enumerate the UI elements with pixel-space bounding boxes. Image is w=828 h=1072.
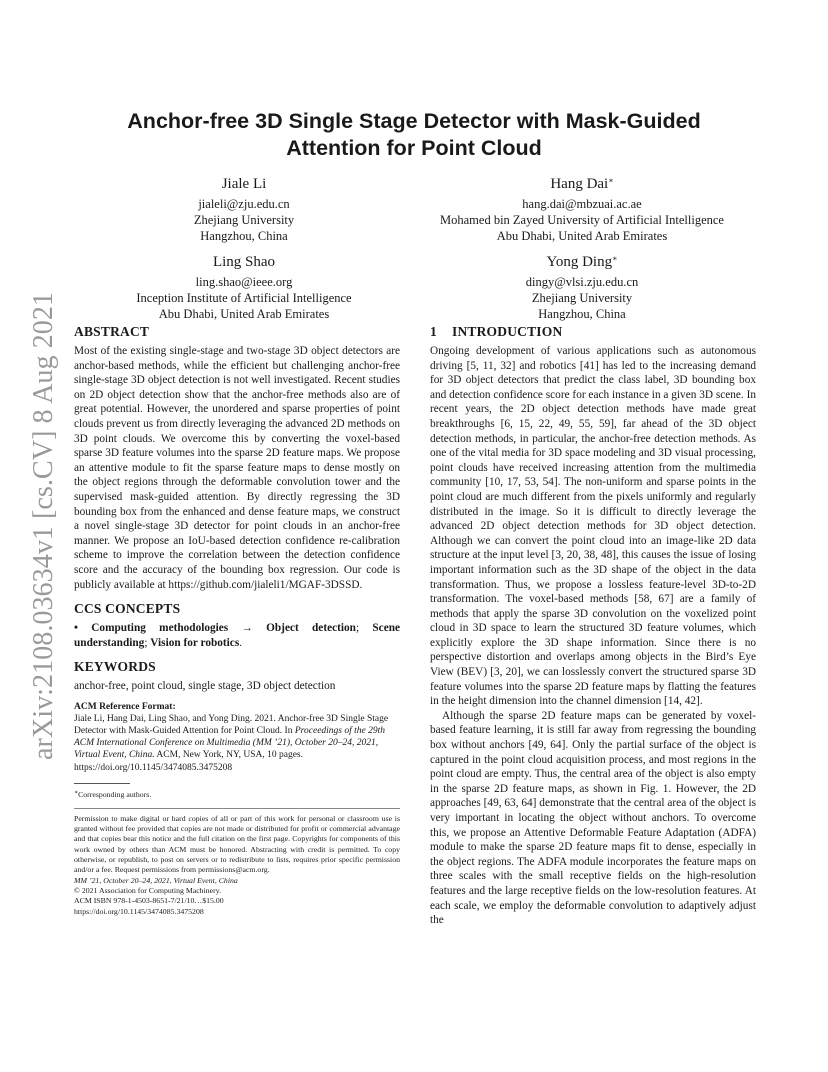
abstract-heading: ABSTRACT xyxy=(74,324,150,339)
footnote xyxy=(74,788,400,800)
left-column xyxy=(74,324,400,917)
section-number: 1 xyxy=(430,324,437,339)
abstract-text: Most of the existing single-stage and two-stage 3D object detectors are anchor-based methods, while the efficient but challenging anchor-free single-stage 3D object detection is not well investigated. Recent studies on 2D object detection show that the anchor-free methods also are of great potential. However, the unordered and sparse properties of point clouds prevent us from directly leveraging the advanced 2D methods on 3D point clouds. We overcome this by converting the voxel-based sparse 3D feature volumes into the sparse 2D feature maps. We propose an attentive module to fit the sparse feature maps to dense mostly on the object regions through the deformable convolution tower and the supervised mask-guided attention. By directly regressing the 3D bounding box from the enhanced and dense feature maps, we construct a novel single-stage 3D detector for point clouds in an anchor-free manner. We propose an IoU-based detection confidence re-calibration scheme to improve the correlation between the detection confidence score and the accuracy of the bounding box regression. Our code is publicly available at https://github.com/jialeli1/MGAF-3DSSD. xyxy=(74,345,400,591)
ccs-bullet: • xyxy=(74,622,78,635)
author-mark: ∗ xyxy=(608,176,614,185)
permission-doi: https://doi.org/10.1145/3474085.3475208 xyxy=(74,906,204,916)
arxiv-id: arXiv:2108.03634v1 [cs.CV] 8 Aug 2021 xyxy=(28,294,59,760)
introduction-paragraph-1: Ongoing development of various applications such as autonomous driving [5, 11, 32] and robotics [41] has led to the increasing demand for 3D object detectors that predict the class label, 3D bounding box and detection confidence score for each instance in a given 3D scene. In recent years, the 2D object detection methods have made great breakthroughs [6, 15, 22, 49, 55, 59], far ahead of the 3D object detection methods, in particular, the anchor-free detection methods. As one of the vital media for 3D space modeling and 3D visual processing, point clouds have received increasing attention from the multimedia community [10, 17, 53, 54]. The non-uniform and sparse points in the point cloud are much different from the pixels uniformly and regularly distributed in the image. So it is difficult to directly leverage the advanced 2D object detection methods for 3D object detection. Although we can convert the point cloud into an image-like 2D data structure at the input level [3, 20, 38, 48], this causes the issue of losing important information such as the 3D shape of the object in the data transformation. Thus, we propose a lossless feature-level 3D-to-2D transformation. The voxel-based methods [58, 67] are a family of methods that apply the sparse 3D convolution on the voxelized point cloud in 3D space to learn the structured 3D feature volumes, which explicitly explore the 3D shape information. Since there is no perspective distortion and overlaps among objects in the Bird’s Eye View (BEV) [3, 20], we can losslessly convert the structured sparse 3D feature volumes into the sparse 2D feature maps by flatting the features in the height dimension into the channel dimension [14, 42]. xyxy=(430,345,756,708)
introduction-heading xyxy=(430,324,756,340)
author-email: ling.shao@ieee.org xyxy=(195,275,293,289)
author-name: Yong Ding xyxy=(546,254,613,270)
ccs-concepts-list: • Computing methodologies → Object detection; Scene understanding; Vision for robotics. xyxy=(74,622,400,649)
author-name: Jiale Li xyxy=(221,176,267,192)
ccs-item-2: Object detection xyxy=(266,622,356,635)
permission-text: Permission to make digital or hard copies of all or part of this work for personal or classroom use is granted without fee provided that copies are not made or distributed for profit or commercial advantage and that copies bear this notice and the full citation on the first page. Copyrights for components of this work owned by others than ACM must be honored. Abstracting with credit is permitted. To copy otherwise, or republish, to post on servers or to redistribute to lists, requires prior specific permission and/or a fee. Request permissions from permissions@acm.org. xyxy=(74,813,400,875)
right-column xyxy=(430,324,756,928)
arxiv-stamp-graphic xyxy=(16,290,66,760)
keywords-text: anchor-free, point cloud, single stage, 3D object detection xyxy=(74,680,336,693)
ccs-item-3: Scene understanding xyxy=(74,622,400,649)
introduction-paragraph-2: Although the sparse 2D feature maps can be generated by voxel-based feature learning, it is still far away from regressing the bounding box without anchors [49, 64]. Only the partial surface of the object is captured in the point cloud acquisition process, and most regions in the point cloud are empty. Thus, the central area of the object is also empty in the sparse 2D feature maps, as shown in Fig. 1. However, the 2D approaches [49, 63, 64] demonstrate that the central area of the object is very important in locating the object without anchors. To overcome this, we propose an Attentive Deformable Feature Adaptation (ADFA) module to make the sparse 2D feature maps fit to dense, especially in the object regions. The ADFA module incorporates the feature maps on three scales with the small receptive fields on the high-resolution features and the large receptive fields on the low-resolution features. At each scale, we employ the deformable convolution to adaptively adjust the xyxy=(430,709,756,927)
ccs-arrow: → xyxy=(241,622,253,635)
ccs-item-1: Computing methodologies xyxy=(91,622,229,635)
ccs-heading: CCS CONCEPTS xyxy=(74,601,181,617)
author-name: Ling Shao xyxy=(212,254,276,270)
author-mark: ∗ xyxy=(612,254,618,263)
arxiv-side-stamp xyxy=(16,290,66,760)
acm-reference-authors: Jiale Li, Hang Dai, Ling Shao, and Yong Ding. 2021. Anchor-free 3D Single Stage Detector with Mask-Guided Attention for Point Cloud. In xyxy=(74,713,389,737)
author-location: Abu Dhabi, United Arab Emirates xyxy=(158,307,330,321)
section-title: INTRODUCTION xyxy=(452,324,563,339)
footnote-text: Corresponding authors. xyxy=(78,789,152,799)
title-line-2: Attention for Point Cloud xyxy=(286,136,542,160)
author-block-1 xyxy=(124,171,364,244)
author-affiliation: Mohamed bin Zayed University of Artificial Intelligence xyxy=(440,213,724,227)
permission-copyright: © 2021 Association for Computing Machinery. xyxy=(74,885,222,895)
author-location: Hangzhou, China xyxy=(538,307,626,321)
acm-reference-publisher: ACM, New York, NY, USA, 10 pages. https://doi.org/10.1145/3474085.3475208 xyxy=(74,750,303,773)
ccs-item-4: Vision for robotics xyxy=(150,636,240,649)
title-line-1: Anchor-free 3D Single Stage Detector with Mask-Guided xyxy=(127,109,701,133)
permission-isbn: ACM ISBN 978-1-4503-8651-7/21/10…$15.00 xyxy=(74,896,224,906)
acm-reference-proceedings: Proceedings of the 29th ACM International Conference on Multimedia (MM ’21), October 20–24, 2021, Virtual Event, China. xyxy=(74,726,386,761)
author-block-3 xyxy=(104,249,384,322)
paper-title xyxy=(74,108,754,162)
author-affiliation: Zhejiang University xyxy=(531,291,633,305)
acm-reference-text xyxy=(74,713,400,774)
footnote-mark: ∗ xyxy=(74,789,79,796)
author-block-4 xyxy=(462,249,702,322)
acm-reference-heading: ACM Reference Format: xyxy=(74,701,176,712)
author-email: dingy@vlsi.zju.edu.cn xyxy=(525,275,639,289)
author-email: jialeli@zju.edu.cn xyxy=(198,197,290,211)
permission-venue: MM ’21, October 20–24, 2021, Virtual Event, China xyxy=(74,875,238,885)
permission-rule xyxy=(74,808,400,809)
author-email: hang.dai@mbzuai.ac.ae xyxy=(522,197,642,211)
author-affiliation: Zhejiang University xyxy=(193,213,295,227)
keywords-heading: KEYWORDS xyxy=(74,659,156,675)
author-location: Hangzhou, China xyxy=(200,229,288,243)
author-name: Hang Dai xyxy=(550,176,609,192)
author-affiliation: Inception Institute of Artificial Intelligence xyxy=(136,291,352,305)
author-block-2 xyxy=(412,171,752,244)
author-location: Abu Dhabi, United Arab Emirates xyxy=(496,229,668,243)
footnote-rule xyxy=(74,783,130,784)
